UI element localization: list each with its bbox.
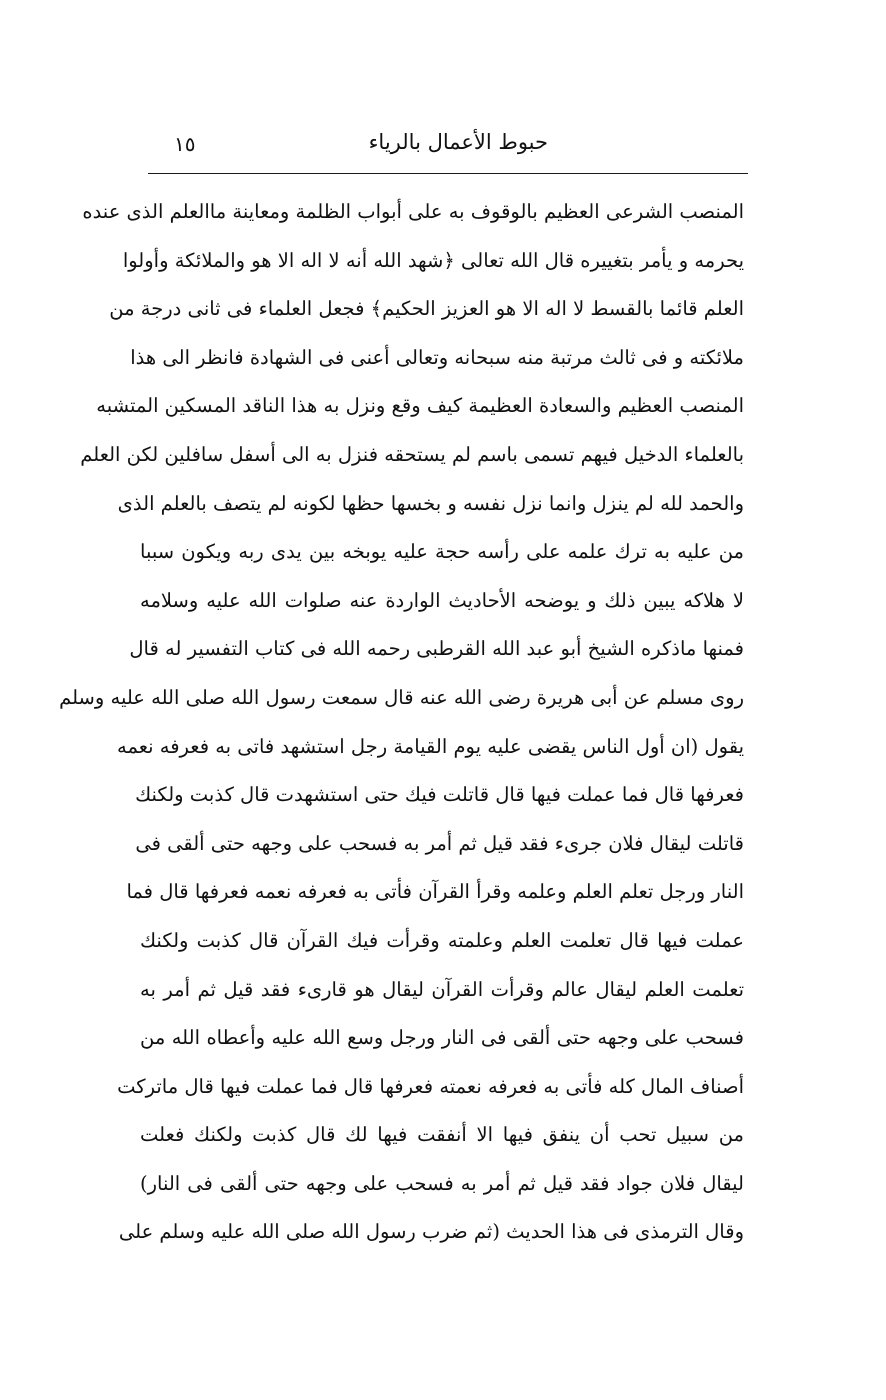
text-line: قاتلت ليقال فلان جرىء فقد قيل ثم أمر به فسحب على وجهه حتى ألقى فى <box>135 831 744 855</box>
running-title: حبوط الأعمال بالرياء <box>368 130 548 154</box>
text-line: لا هلاكه يبين ذلك و يوضحه الأحاديث الواردة عنه صلوات الله عليه وسلامه <box>140 588 744 612</box>
text-line: فعرفها قال فما عملت فيها قال قاتلت فيك حتى استشهدت قال كذبت ولكنك <box>135 783 744 807</box>
text-line: أصناف المال كله فأتى به فعرفه نعمته فعرفها قال فما عملت فيها قال ماتركت <box>117 1074 744 1098</box>
text-line: من عليه به ترك علمه على رأسه حجة عليه يوبخه بين يدى ربه ويكون سببا <box>140 540 744 564</box>
body-text <box>59 188 744 1257</box>
header-rule <box>148 173 748 174</box>
text-line: العلم قائما بالقسط لا اله الا هو العزيز الحكيم﴾ فجعل العلماء فى ثانى درجة من <box>109 297 744 321</box>
text-line: فسحب على وجهه حتى ألقى فى النار ورجل وسع الله عليه وأعطاه الله من <box>140 1026 744 1050</box>
text-line: تعلمت العلم ليقال عالم وقرأت القرآن ليقال هو قارىء فقد قيل ثم أمر به <box>140 977 744 1001</box>
text-line: يقول (ان أول الناس يقضى عليه يوم القيامة رجل استشهد فاتى به فعرفه نعمه <box>116 734 744 758</box>
text-line: النار ورجل تعلم العلم وعلمه وقرأ القرآن فأتى به فعرفه نعمه فعرفها قال فما <box>126 880 744 904</box>
text-line: والحمد لله لم ينزل وانما نزل نفسه و بخسها حظها لكونه لم يتصف بالعلم الذى <box>117 491 744 515</box>
text-line: فمنها ماذكره الشيخ أبو عبد الله القرطبى رحمه الله فى كتاب التفسير له قال <box>129 637 744 661</box>
text-line: يحرمه و يأمر بتغييره قال الله تعالى ﴿شهد الله أنه لا اله الا هو والملائكة وأولوا <box>122 248 744 272</box>
text-line: وقال الترمذى فى هذا الحديث (ثم ضرب رسول الله صلى الله عليه وسلم على <box>118 1220 744 1244</box>
text-line: بالعلماء الدخيل فيهم تسمى باسم لم يستحقه فنزل به الى أسفل سافلين لكن العلم <box>80 442 744 466</box>
text-line: المنصب العظيم والسعادة العظيمة كيف وقع ونزل به هذا الناقد المسكين المتشبه <box>96 394 744 418</box>
text-line: ملائكته و فى ثالث مرتبة منه سبحانه وتعالى أعنى فى الشهادة فانظر الى هذا <box>130 345 744 369</box>
page-number: ١٥ <box>174 132 196 156</box>
text-line: روى مسلم عن أبى هريرة رضى الله عنه قال سمعت رسول الله صلى الله عليه وسلم <box>59 685 744 709</box>
text-line: المنصب الشرعى العظيم بالوقوف به على أبواب الظلمة ومعاينة ماالعلم الذى عنده <box>82 200 744 223</box>
text-line: من سبيل تحب أن ينفق فيها الا أنفقت فيها لك قال كذبت ولكنك فعلت <box>140 1123 744 1147</box>
text-line: ليقال فلان جواد فقد قيل ثم أمر به فسحب على وجهه حتى ألقى فى النار) <box>140 1171 744 1195</box>
text-line: عملت فيها قال تعلمت العلم وعلمته وقرأت فيك القرآن قال كذبت ولكنك <box>140 928 744 952</box>
page-header <box>140 126 738 166</box>
